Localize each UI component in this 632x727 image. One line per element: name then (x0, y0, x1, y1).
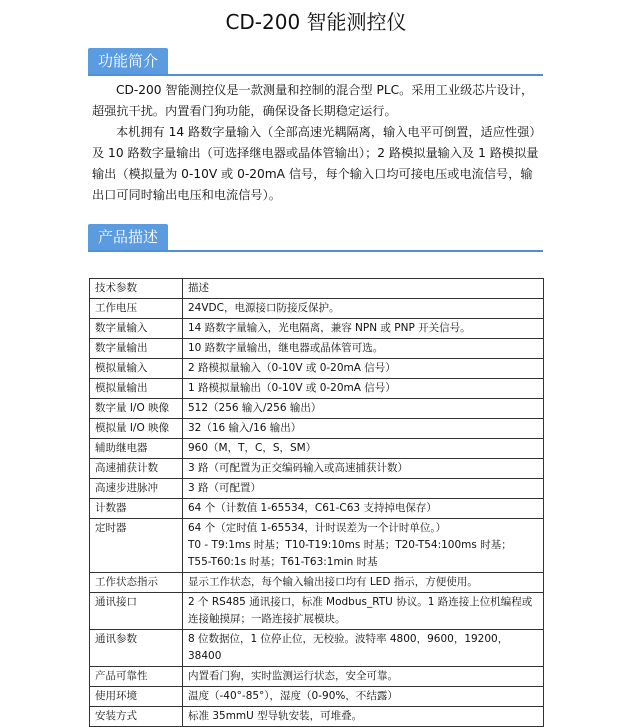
table-cell-desc (183, 707, 544, 727)
table-cell-desc-line: T55-T60:1s 时基；T61-T63:1min 时基 (188, 556, 378, 568)
table-cell-desc (183, 359, 544, 379)
table-cell-key: 高速步进脉冲 (90, 479, 183, 499)
table-cell-key: 数字量输入 (90, 319, 183, 339)
table-row (90, 593, 544, 630)
table-header-key: 技术参数 (90, 279, 183, 299)
table-cell-desc-line: 2 个 RS485 通讯接口，标准 Modbus_RTU 协议。1 路连接上位机编程或连接触摸屏；一路连接扩展模块。 (188, 596, 533, 625)
table-cell-desc (183, 687, 544, 707)
table-cell-desc (183, 339, 544, 359)
table-cell-desc-line: 32（16 输入/16 输出） (188, 422, 302, 434)
table-cell-key: 使用环境 (90, 687, 183, 707)
table-row (90, 707, 544, 727)
table-cell-desc (183, 630, 544, 667)
table-cell-key: 数字量输出 (90, 339, 183, 359)
table-row (90, 573, 544, 593)
table-cell-desc-line: 标准 35mmU 型导轨安装，可堆叠。 (188, 710, 363, 722)
table-row (90, 519, 544, 573)
table-row (90, 419, 544, 439)
table-cell-desc-line: 960（M，T，C，S，SM） (188, 442, 317, 454)
table-cell-key: 产品可靠性 (90, 667, 183, 687)
table-cell-desc-line: 10 路数字量输出，继电器或晶体管可选。 (188, 342, 384, 354)
table-cell-desc-line: 显示工作状态，每个输入输出接口均有 LED 指示，方便使用。 (188, 576, 478, 588)
table-cell-key: 模拟量输入 (90, 359, 183, 379)
table-cell-key: 模拟量 I/O 映像 (90, 419, 183, 439)
table-cell-desc-line: 64 个（计数值 1-65534，C61-C63 支持掉电保存） (188, 502, 437, 514)
table-row (90, 359, 544, 379)
table-row (90, 379, 544, 399)
table-row (90, 667, 544, 687)
table-row (90, 399, 544, 419)
table-row (90, 459, 544, 479)
table-cell-key: 工作电压 (90, 299, 183, 319)
table-cell-desc-line: 14 路数字量输入，光电隔离，兼容 NPN 或 PNP 开关信号。 (188, 322, 471, 334)
intro-paragraph-2: 本机拥有 14 路数字量输入（全部高速光耦隔离，输入电平可倒置，适应性强）及 10 路数字量输出（可选择继电器或晶体管输出）；2 路模拟量输入及 1 路模拟量输出（模拟量为 0-10V 或 0-20mA 信号，每个输入口均可接电压或电流信号，输出口可同时输出电压和电流信号）。 (92, 125, 542, 202)
table-cell-desc-line: 3 路（可配置） (188, 482, 262, 494)
table-cell-key: 定时器 (90, 519, 183, 573)
table-cell-desc (183, 319, 544, 339)
table-cell-desc-line: 2 路模拟量输入（0-10V 或 0-20mA 信号） (188, 362, 396, 374)
table-cell-desc-line: 温度（-40°-85°），湿度（0-90%，不结露） (188, 690, 398, 702)
table-cell-desc-line: 内置看门狗，实时监测运行状态，安全可靠。 (188, 670, 398, 682)
table-cell-desc (183, 573, 544, 593)
table-cell-key: 通讯参数 (90, 630, 183, 667)
spec-table (89, 278, 544, 727)
table-cell-key: 模拟量输出 (90, 379, 183, 399)
table-row (90, 299, 544, 319)
table-cell-desc (183, 459, 544, 479)
table-cell-key: 数字量 I/O 映像 (90, 399, 183, 419)
table-row (90, 339, 544, 359)
table-row (90, 479, 544, 499)
table-cell-desc-line: 1 路模拟量输出（0-10V 或 0-20mA 信号） (188, 382, 396, 394)
table-cell-key: 通讯接口 (90, 593, 183, 630)
table-row (90, 439, 544, 459)
table-cell-desc (183, 419, 544, 439)
table-cell-desc (183, 519, 544, 573)
section-tab-product: 产品描述 (88, 224, 168, 250)
table-cell-key: 计数器 (90, 499, 183, 519)
table-row (90, 630, 544, 667)
table-cell-desc (183, 379, 544, 399)
table-cell-desc (183, 593, 544, 630)
table-header-desc: 描述 (183, 279, 544, 299)
table-cell-desc (183, 299, 544, 319)
table-cell-desc-line: T0 - T9:1ms 时基；T10-T19:10ms 时基；T20-T54:100ms 时基； (188, 539, 512, 551)
section-header-product (88, 224, 543, 252)
table-cell-desc-line: 512（256 输入/256 输出） (188, 402, 322, 414)
table-header-row (90, 279, 544, 299)
table-cell-desc (183, 399, 544, 419)
table-cell-desc (183, 439, 544, 459)
table-cell-desc-line: 8 位数据位，1 位停止位，无校验。波特率 4800，9600，19200，38400 (188, 633, 509, 662)
table-row (90, 687, 544, 707)
section-header-intro (88, 48, 543, 76)
table-cell-key: 工作状态指示 (90, 573, 183, 593)
table-cell-key: 安装方式 (90, 707, 183, 727)
table-row (90, 499, 544, 519)
table-cell-desc-line: 64 个（定时值 1-65534，计时误差为一个计时单位。） (188, 522, 447, 534)
table-row (90, 319, 544, 339)
table-cell-key: 高速捕获计数 (90, 459, 183, 479)
section-tab-intro: 功能简介 (88, 48, 168, 74)
table-cell-desc-line: 24VDC，电源接口防接反保护。 (188, 302, 340, 314)
page-title: CD-200 智能测控仪 (225, 10, 407, 34)
table-cell-desc (183, 667, 544, 687)
table-cell-desc (183, 499, 544, 519)
intro-paragraph-1: CD-200 智能测控仪是一款测量和控制的混合型 PLC。采用工业级芯片设计，超强抗干扰。内置看门狗功能，确保设备长期稳定运行。 (92, 83, 534, 118)
table-cell-key: 辅助继电器 (90, 439, 183, 459)
table-cell-desc (183, 479, 544, 499)
table-cell-desc-line: 3 路（可配置为正交编码输入或高速捕获计数） (188, 462, 409, 474)
